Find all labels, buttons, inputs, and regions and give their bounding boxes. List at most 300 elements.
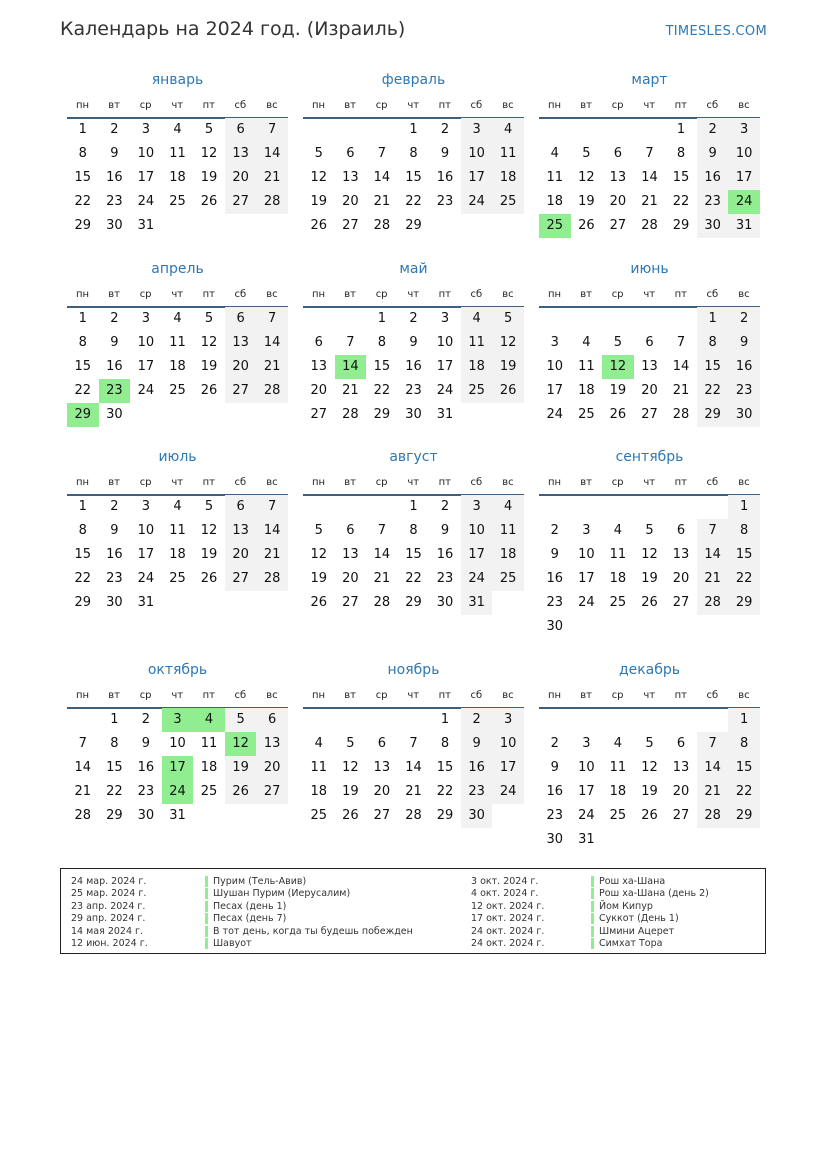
day-cell: 4 <box>461 307 493 331</box>
day-cell: 28 <box>74 808 92 823</box>
day-cell: 10 <box>492 732 524 756</box>
month-divider <box>539 707 760 709</box>
day-cell: 25 <box>310 808 328 823</box>
day-cell: 6 <box>225 307 257 331</box>
day-cell: 5 <box>346 736 355 751</box>
day-cell: 23 <box>436 571 454 586</box>
day-cell: 16 <box>728 355 760 379</box>
day-cell: 3 <box>550 335 559 350</box>
day-cell: 8 <box>676 146 686 161</box>
day-cell: 17 <box>546 383 564 398</box>
day-cell: 8 <box>78 335 87 350</box>
day-cell: 25 <box>492 190 524 214</box>
day-cell: 18 <box>461 355 493 379</box>
weekday-label: сб <box>234 289 247 300</box>
day-cell: 29 <box>373 407 391 422</box>
day-cell: 10 <box>137 335 155 350</box>
day-cell: 27 <box>225 379 257 403</box>
day-cell: 22 <box>74 383 92 398</box>
day-cell: 27 <box>672 808 690 823</box>
day-cell: 31 <box>169 808 186 823</box>
day-cell: 30 <box>546 832 564 847</box>
weekday-label: вс <box>502 477 514 488</box>
day-cell: 18 <box>169 359 186 374</box>
day-cell: 16 <box>106 359 123 374</box>
site-link[interactable]: TIMESLES.COM <box>665 24 767 39</box>
day-cell: 25 <box>492 567 524 591</box>
day-cell: 7 <box>697 732 729 756</box>
day-cell: 15 <box>436 760 454 775</box>
weekday-label: вс <box>738 100 750 111</box>
day-cell: 20 <box>672 571 690 586</box>
weekday-label: чт <box>171 289 184 300</box>
holiday-cell: 12 <box>602 355 634 379</box>
day-cell: 3 <box>141 311 151 326</box>
day-cell: 2 <box>440 499 450 514</box>
day-cell: 25 <box>609 595 627 610</box>
day-cell: 7 <box>377 146 387 161</box>
day-cell: 8 <box>728 732 760 756</box>
weekday-label: пн <box>311 100 326 111</box>
weekday-label: пт <box>674 289 687 300</box>
weekday-label: пт <box>438 289 451 300</box>
day-cell: 2 <box>550 736 559 751</box>
day-cell: 14 <box>672 359 690 374</box>
day-cell: 17 <box>137 170 155 185</box>
weekday-label: ср <box>139 100 152 111</box>
day-cell: 4 <box>492 495 524 519</box>
weekday-label: вт <box>344 477 356 488</box>
weekday-label: чт <box>171 100 184 111</box>
weekday-label: ср <box>375 289 388 300</box>
legend-holiday-name: Шмини Ацерет <box>591 926 674 937</box>
day-cell: 19 <box>200 547 218 562</box>
day-cell: 22 <box>74 571 92 586</box>
day-cell: 13 <box>342 170 359 185</box>
day-cell: 4 <box>173 311 182 326</box>
day-cell: 14 <box>641 170 658 185</box>
day-cell: 20 <box>373 784 391 799</box>
day-cell: 15 <box>106 760 123 775</box>
day-cell: 16 <box>697 166 729 190</box>
day-cell: 30 <box>728 403 760 427</box>
day-cell: 29 <box>74 595 92 610</box>
weekday-label: вт <box>108 477 120 488</box>
day-cell: 8 <box>697 331 729 355</box>
weekday-label: чт <box>643 100 656 111</box>
day-cell: 7 <box>676 335 686 350</box>
weekday-label: ср <box>139 477 152 488</box>
weekday-label: ср <box>375 477 388 488</box>
day-cell: 26 <box>609 407 627 422</box>
day-cell: 20 <box>256 756 288 780</box>
day-cell: 4 <box>582 335 591 350</box>
day-cell: 9 <box>141 736 151 751</box>
day-cell: 13 <box>310 359 328 374</box>
day-cell: 10 <box>546 359 564 374</box>
day-cell: 10 <box>436 335 454 350</box>
day-cell: 10 <box>137 523 155 538</box>
day-cell: 3 <box>141 499 151 514</box>
day-cell: 12 <box>200 146 218 161</box>
day-cell: 19 <box>641 784 658 799</box>
day-cell: 21 <box>373 571 391 586</box>
day-cell: 24 <box>492 780 524 804</box>
day-cell: 2 <box>440 122 450 137</box>
weekday-label: пт <box>674 477 687 488</box>
legend-date: 4 окт. 2024 г. <box>471 888 539 900</box>
weekday-label: вт <box>580 289 592 300</box>
month-name: февраль <box>381 72 446 88</box>
legend-date: 12 июн. 2024 г. <box>71 938 148 949</box>
weekday-label: вс <box>502 690 514 701</box>
weekday-label: пн <box>547 100 562 111</box>
day-cell: 19 <box>200 359 218 374</box>
day-cell: 8 <box>409 523 418 538</box>
day-cell: 26 <box>310 595 328 610</box>
day-cell: 24 <box>137 194 155 209</box>
day-cell: 19 <box>342 784 359 799</box>
day-cell: 3 <box>461 495 493 519</box>
weekday-label: сб <box>470 100 483 111</box>
day-cell: 1 <box>728 708 760 732</box>
day-cell: 20 <box>225 543 257 567</box>
day-cell: 24 <box>137 383 155 398</box>
day-cell: 12 <box>492 331 524 355</box>
day-cell: 5 <box>582 146 591 161</box>
day-cell: 11 <box>169 523 186 538</box>
day-cell: 17 <box>578 571 595 586</box>
day-cell: 11 <box>492 519 524 543</box>
day-cell: 17 <box>461 543 493 567</box>
month-name: июль <box>158 449 197 465</box>
day-cell: 12 <box>342 760 359 775</box>
day-cell: 19 <box>200 170 218 185</box>
day-cell: 15 <box>697 355 729 379</box>
day-cell: 22 <box>405 194 422 209</box>
day-cell: 9 <box>110 146 119 161</box>
weekday-label: вс <box>738 690 750 701</box>
weekday-label: пт <box>202 100 215 111</box>
day-cell: 3 <box>582 736 591 751</box>
day-cell: 27 <box>641 407 658 422</box>
weekday-label: чт <box>407 289 420 300</box>
month-divider <box>539 494 760 496</box>
day-cell: 5 <box>613 335 623 350</box>
weekday-label: пт <box>674 100 687 111</box>
day-cell: 27 <box>342 218 359 233</box>
day-cell: 30 <box>436 595 454 610</box>
weekday-label: вс <box>502 100 514 111</box>
day-cell: 31 <box>728 214 760 238</box>
day-cell: 5 <box>645 736 654 751</box>
day-cell: 5 <box>204 122 214 137</box>
weekday-label: вт <box>580 100 592 111</box>
day-cell: 17 <box>492 756 524 780</box>
day-cell: 26 <box>200 194 218 209</box>
day-cell: 21 <box>74 784 92 799</box>
legend-holiday-name: Йом Кипур <box>591 901 653 912</box>
month-name: июнь <box>630 261 669 277</box>
holiday-cell: 24 <box>728 190 760 214</box>
day-cell: 4 <box>314 736 323 751</box>
day-cell: 7 <box>409 736 418 751</box>
month-name: октябрь <box>147 662 208 678</box>
day-cell: 30 <box>106 595 123 610</box>
day-cell: 23 <box>436 194 454 209</box>
weekday-label: пн <box>75 289 90 300</box>
day-cell: 30 <box>461 804 493 828</box>
day-cell: 9 <box>697 142 729 166</box>
weekday-label: пн <box>547 477 562 488</box>
day-cell: 1 <box>728 495 760 519</box>
day-cell: 16 <box>106 547 123 562</box>
day-cell: 7 <box>346 335 355 350</box>
day-cell: 10 <box>728 142 760 166</box>
day-cell: 22 <box>373 383 391 398</box>
day-cell: 27 <box>225 567 257 591</box>
day-cell: 14 <box>373 170 391 185</box>
day-cell: 6 <box>346 146 355 161</box>
day-cell: 1 <box>78 499 87 514</box>
day-cell: 17 <box>728 166 760 190</box>
weekday-label: ср <box>375 690 388 701</box>
day-cell: 30 <box>137 808 155 823</box>
holiday-cell: 4 <box>193 708 225 732</box>
day-cell: 13 <box>225 331 257 355</box>
weekday-label: вт <box>580 477 592 488</box>
month-name: сентябрь <box>615 449 684 465</box>
legend-holiday-name: Пурим (Тель-Авив) <box>205 876 306 887</box>
day-cell: 24 <box>578 808 595 823</box>
day-cell: 31 <box>137 595 155 610</box>
day-cell: 22 <box>728 567 760 591</box>
day-cell: 14 <box>256 142 288 166</box>
day-cell: 11 <box>609 547 627 562</box>
day-cell: 7 <box>377 523 387 538</box>
day-cell: 12 <box>310 170 328 185</box>
legend-holiday-name: Песах (день 1) <box>205 901 286 912</box>
weekday-label: пт <box>202 690 215 701</box>
day-cell: 8 <box>110 736 119 751</box>
day-cell: 12 <box>578 170 595 185</box>
day-cell: 11 <box>310 760 328 775</box>
day-cell: 16 <box>546 784 564 799</box>
day-cell: 21 <box>405 784 422 799</box>
weekday-label: сб <box>470 690 483 701</box>
day-cell: 11 <box>169 146 186 161</box>
day-cell: 5 <box>225 708 257 732</box>
day-cell: 15 <box>74 547 92 562</box>
day-cell: 15 <box>728 543 760 567</box>
weekday-label: ср <box>139 690 152 701</box>
day-cell: 1 <box>78 311 87 326</box>
day-cell: 9 <box>440 523 450 538</box>
day-cell: 20 <box>641 383 658 398</box>
day-cell: 2 <box>409 311 418 326</box>
day-cell: 25 <box>169 194 186 209</box>
legend-holiday-name: Шушан Пурим (Иерусалим) <box>205 888 350 899</box>
day-cell: 11 <box>492 142 524 166</box>
day-cell: 1 <box>78 122 87 137</box>
day-cell: 4 <box>173 122 182 137</box>
legend-holiday-name: Песах (день 7) <box>205 913 286 924</box>
legend-date: 14 мая 2024 г. <box>71 925 144 937</box>
day-cell: 29 <box>697 403 729 427</box>
day-cell: 13 <box>609 170 627 185</box>
day-cell: 28 <box>373 595 391 610</box>
day-cell: 4 <box>173 499 182 514</box>
weekday-label: пт <box>438 690 451 701</box>
weekday-label: вт <box>344 289 356 300</box>
day-cell: 1 <box>409 122 418 137</box>
weekday-label: вс <box>266 477 278 488</box>
day-cell: 29 <box>672 218 690 233</box>
weekday-label: пн <box>547 289 562 300</box>
day-cell: 8 <box>440 736 450 751</box>
day-cell: 28 <box>256 190 288 214</box>
day-cell: 25 <box>609 808 627 823</box>
day-cell: 29 <box>728 591 760 615</box>
day-cell: 3 <box>582 523 591 538</box>
day-cell: 23 <box>106 571 123 586</box>
month-name: март <box>631 72 668 88</box>
day-cell: 23 <box>461 780 493 804</box>
day-cell: 19 <box>310 194 328 209</box>
day-cell: 29 <box>436 808 454 823</box>
day-cell: 22 <box>697 379 729 403</box>
day-cell: 19 <box>310 571 328 586</box>
weekday-label: чт <box>643 477 656 488</box>
weekday-label: чт <box>407 100 420 111</box>
day-cell: 18 <box>492 543 524 567</box>
day-cell: 7 <box>256 307 288 331</box>
day-cell: 25 <box>200 784 218 799</box>
day-cell: 18 <box>169 170 186 185</box>
day-cell: 26 <box>310 218 328 233</box>
day-cell: 1 <box>377 311 387 326</box>
day-cell: 13 <box>373 760 391 775</box>
day-cell: 26 <box>200 571 218 586</box>
day-cell: 3 <box>141 122 151 137</box>
day-cell: 26 <box>200 383 218 398</box>
day-cell: 2 <box>141 712 151 727</box>
day-cell: 21 <box>342 383 359 398</box>
weekday-label: ср <box>611 477 624 488</box>
day-cell: 24 <box>578 595 595 610</box>
day-cell: 3 <box>492 708 524 732</box>
day-cell: 8 <box>728 519 760 543</box>
weekday-label: вс <box>502 289 514 300</box>
weekday-label: вс <box>266 289 278 300</box>
day-cell: 9 <box>550 760 559 775</box>
weekday-label: вс <box>266 100 278 111</box>
day-cell: 13 <box>225 519 257 543</box>
day-cell: 3 <box>728 118 760 142</box>
day-cell: 13 <box>672 760 690 775</box>
day-cell: 8 <box>409 146 418 161</box>
day-cell: 10 <box>461 142 493 166</box>
day-cell: 11 <box>461 331 493 355</box>
weekday-label: пн <box>311 477 326 488</box>
weekday-label: сб <box>706 690 719 701</box>
weekday-label: чт <box>407 477 420 488</box>
day-cell: 27 <box>225 190 257 214</box>
weekday-label: ср <box>139 289 152 300</box>
day-cell: 16 <box>436 547 454 562</box>
day-cell: 14 <box>373 547 391 562</box>
legend-date: 24 окт. 2024 г. <box>471 925 545 937</box>
day-cell: 27 <box>342 595 359 610</box>
legend-date: 29 апр. 2024 г. <box>71 913 146 925</box>
day-cell: 15 <box>373 359 391 374</box>
day-cell: 21 <box>697 780 729 804</box>
day-cell: 4 <box>550 146 559 161</box>
day-cell: 18 <box>200 760 218 775</box>
day-cell: 29 <box>106 808 123 823</box>
day-cell: 17 <box>436 359 454 374</box>
day-cell: 27 <box>609 218 627 233</box>
month-name: август <box>389 449 438 465</box>
day-cell: 26 <box>641 595 658 610</box>
day-cell: 24 <box>546 407 564 422</box>
weekday-label: вт <box>108 289 120 300</box>
day-cell: 4 <box>492 118 524 142</box>
day-cell: 22 <box>74 194 92 209</box>
weekday-label: чт <box>171 690 184 701</box>
day-cell: 25 <box>169 571 186 586</box>
day-cell: 17 <box>137 359 155 374</box>
day-cell: 23 <box>546 595 564 610</box>
day-cell: 2 <box>110 499 119 514</box>
day-cell: 31 <box>461 591 493 615</box>
day-cell: 22 <box>405 571 422 586</box>
holiday-cell: 17 <box>162 756 194 780</box>
day-cell: 22 <box>672 194 690 209</box>
day-cell: 11 <box>546 170 564 185</box>
legend-holiday-name: Шавуот <box>205 938 252 949</box>
day-cell: 15 <box>74 170 92 185</box>
day-cell: 29 <box>728 804 760 828</box>
legend-holiday-name: Суккот (День 1) <box>591 913 679 924</box>
day-cell: 24 <box>461 567 493 591</box>
day-cell: 9 <box>110 335 119 350</box>
day-cell: 14 <box>697 543 729 567</box>
weekday-label: чт <box>171 477 184 488</box>
weekday-label: ср <box>611 289 624 300</box>
day-cell: 17 <box>137 547 155 562</box>
day-cell: 27 <box>672 595 690 610</box>
weekday-label: ср <box>611 100 624 111</box>
day-cell: 23 <box>137 784 155 799</box>
weekday-label: ср <box>611 690 624 701</box>
day-cell: 18 <box>609 784 627 799</box>
day-cell: 12 <box>310 547 328 562</box>
day-cell: 6 <box>256 708 288 732</box>
weekday-label: пн <box>75 100 90 111</box>
weekday-label: сб <box>234 690 247 701</box>
day-cell: 9 <box>550 547 559 562</box>
day-cell: 27 <box>310 407 328 422</box>
day-cell: 28 <box>405 808 422 823</box>
day-cell: 21 <box>373 194 391 209</box>
day-cell: 28 <box>256 379 288 403</box>
day-cell: 2 <box>461 708 493 732</box>
holiday-cell: 3 <box>162 708 194 732</box>
day-cell: 11 <box>200 736 218 751</box>
day-cell: 10 <box>169 736 186 751</box>
day-cell: 1 <box>697 307 729 331</box>
